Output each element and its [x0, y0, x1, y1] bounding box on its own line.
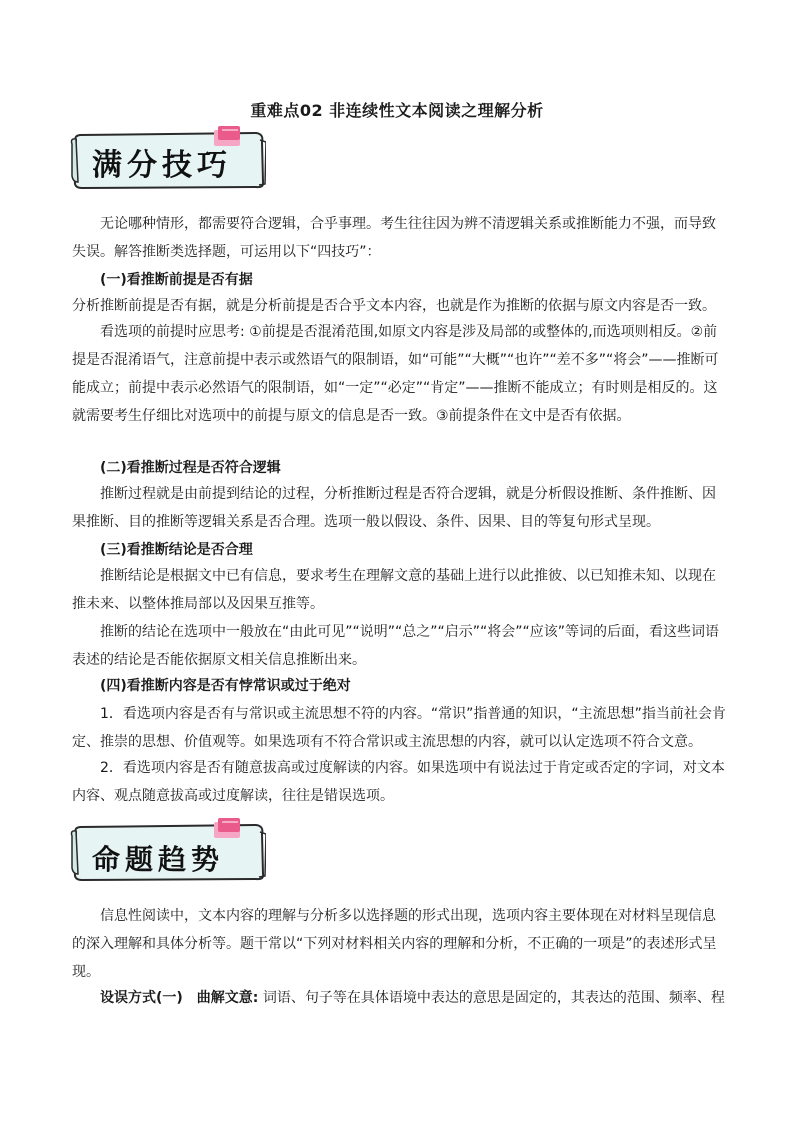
heading-conclusion: (三)看推断结论是否合理	[100, 542, 253, 558]
paragraph-conclusion-words: 推断的结论在选项中一般放在“由此可见”“说明”“总之”“启示”“将会”“应该”等词的后面，看这些词语表述的结论是否能依据原文相关信息推断出来。	[72, 624, 720, 668]
paragraph-common-sense-1: 1．看选项内容是否有与常识或主流思想不符的内容。“常识”指普通的知识，“主流思想”指当前社会肯定、推崇的思想、价值观等。如果选项有不符合常识或主流思想的内容，就可以认定选项不符合文意。	[72, 706, 726, 750]
paper-clip-icon	[212, 816, 246, 842]
heading-premise: (一)看推断前提是否有据	[100, 272, 253, 288]
paragraph-premise-analysis: 分析推断前提是否有据，就是分析前提是否合乎文本内容，也就是作为推断的依据与原文内容是否一致。	[72, 298, 716, 314]
paragraph-trend: 信息性阅读中，文本内容的理解与分析多以选择题的形式出现，选项内容主要体现在对材料呈现信息的深入理解和具体分析等。题干常以“下列对材料相关内容的理解和分析，不正确的一项是”的表述形式呈现。	[72, 908, 717, 980]
heading-process: (二)看推断过程是否符合逻辑	[100, 460, 281, 476]
banner-title: 满分技巧	[92, 148, 232, 183]
paragraph-intro: 无论哪种情形，都需要符合逻辑，合乎事理。考生往往因为辨不清逻辑关系或推断能力不强，而导致失误。解答推断类选择题，可运用以下“四技巧”：	[72, 216, 716, 260]
heading-common-sense: (四)看推断内容是否有悖常识或过于绝对	[100, 678, 351, 694]
paragraph-process: 推断过程就是由前提到结论的过程，分析推断过程是否符合逻辑，就是分析假设推断、条件推断、因果推断、目的推断等逻辑关系是否合理。选项一般以假设、条件、因果、目的等复句形式呈现。	[72, 486, 716, 530]
error-method-text: 词语、句子等在具体语境中表达的意思是固定的，其表达的范围、频率、程	[258, 990, 725, 1006]
paper-clip-icon	[212, 124, 246, 150]
banner-title: 命题趋势	[92, 843, 225, 876]
paragraph-error-method-1	[72, 984, 727, 1012]
paragraph-premise-thinking: 看选项的前提时应思考: ①前提是否混淆范围,如原文内容是涉及局部的或整体的,而选项则相反。②前提是否混淆语气，注意前提中表示或然语气的限制语，如“可能”“大概”“也许”“差不多”“将会”——推断可能成立；前提中表示必然语气的限制语，如“一定”“必定”“肯定”——推断不能成立；有时则是相反的。这就需要考生仔细比对选项中的前提与原文的信息是否一致。③前提条件在文中是否有依据。	[72, 324, 719, 424]
paragraph-common-sense-2: 2．看选项内容是否有随意拔高或过度解读的内容。如果选项中有说法过于肯定或否定的字词，对文本内容、观点随意拔高或过度解读，往往是错误选项。	[72, 760, 725, 804]
error-method-label: 设误方式(一) 曲解文意:	[100, 990, 259, 1006]
paragraph-conclusion: 推断结论是根据文中已有信息，要求考生在理解文意的基础上进行以此推彼、以已知推未知、以现在推未来、以整体推局部以及因果互推等。	[72, 568, 716, 612]
page-title: 重难点02 非连续性文本阅读之理解分析	[250, 101, 544, 120]
